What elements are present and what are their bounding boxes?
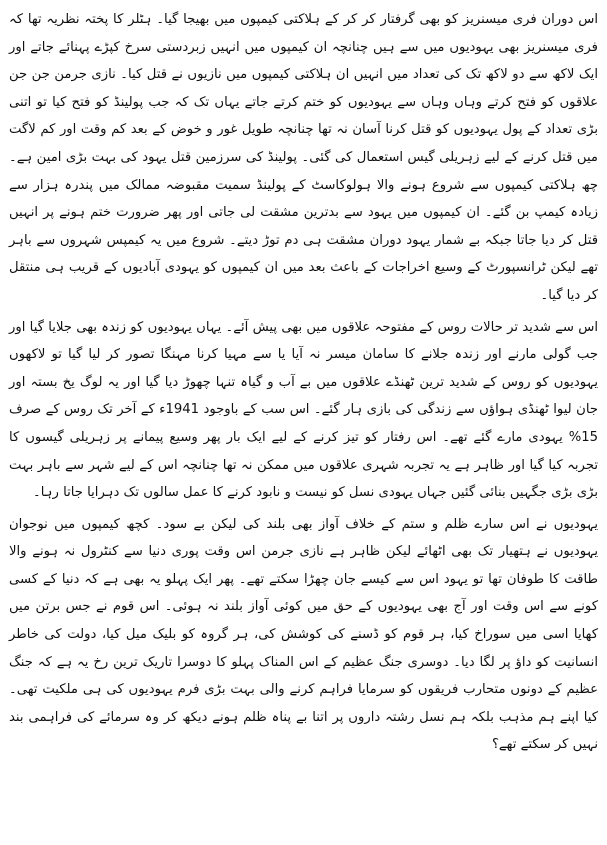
- paragraph-3: یہودیوں نے اس سارے ظلم و ستم کے خلاف آواز بھی بلند کی لیکن بے سود۔ کچھ کیمپوں میں نوجوان یہودیوں نے ہتھیار تک بھی اٹھائے لیکن ظاہر ہے نازی جرمن اس وقت پوری دنیا سے کنٹرول نہ ہونے والا طاقت کا طوفان تھا تو یہود اس سے کیسے جان چھڑا سکتے تھے۔ پھر ایک پہلو یہ بھی ہے کہ دنیا کے کسی کونے سے اس وقت اور آج بھی یہودیوں کے حق میں کوئی آواز بلند نہ ہوئی۔ اس قوم نے جس برتن میں کھایا اسی میں سوراخ کیا، ہر قوم کو ڈسنے کی کوشش کی، ہر گروہ کو بلیک میل کیا، دولت کی خاطر انسانیت کو داؤ پر لگا دیا۔ دوسری جنگ عظیم کے اس المناک پہلو کا دوسرا تاریک ترین رخ یہ ہے کہ جنگ عظیم کے دونوں متحارب فریقوں کو سرمایا فراہم کرنے والی بہت بڑی فرم یہودیوں کی ہی ملکیت تھی۔ کیا اپنے ہم مذہب بلکہ ہم نسل رشتہ داروں پر اتنا بے پناہ ظلم ہونے دیکھ کر وہ سرمائے کی فراہمی بند نہیں کر سکتے تھے؟: [9, 516, 598, 753]
- paragraph-1: اس دوران فری میسنریز کو بھی گرفتار کر کر کے ہلاکتی کیمپوں میں بھیجا گیا۔ ہٹلر کا پختہ نظریہ تھا کہ فری میسنریز بھی یہودیوں میں سے ہیں چنانچہ ان کیمپوں میں انہیں زبردستی سرخ کپڑے پہنائے جاتے اور ایک لاکھ سے دو لاکھ تک کی تعداد میں انہیں ان ہلاکتی کیمپوں میں نازیوں نے قتل کیا۔ نازی جرمن جن جن علاقوں کو فتح کرتے وہاں وہاں سے یہودیوں کو ختم کرتے جاتے یہاں تک کہ جب پولینڈ کو فتح کیا تو اتنی بڑی تعداد کے پول یہودیوں کو قتل کرنا آسان نہ تھا چنانچہ طویل غور و خوض کے بعد کم وقت اور کم لاگت میں قتل کرنے کے لیے زہریلی گیس استعمال کی گئی۔ پولینڈ کی سرزمین قتل یہود کی بہت بڑی امین ہے۔ چھ ہلاکتی کیمپوں سے شروع ہونے والا ہولوکاسٹ کے پولینڈ سمیت مقبوضہ ممالک میں پندرہ ہزار سے زیادہ کیمپ بن گئے۔ ان کیمپوں میں یہود سے بدترین مشقت لی جاتی اور پھر ضرورت ختم ہونے پر انہیں قتل کر دیا جاتا جبکہ بے شمار یہود دوران مشقت ہی دم توڑ دیتے۔ شروع میں یہ کیمپس شہروں سے باہر تھے لیکن ٹرانسپورٹ کے وسیع اخراجات کے باعث بعد میں ان کیمپوں کو یہودی آبادیوں کے قریب ہی منتقل کر دیا گیا۔: [9, 12, 598, 303]
- paragraph-2: اس سے شدید تر حالات روس کے مفتوحہ علاقوں میں بھی پیش آئے۔ یہاں یہودیوں کو زندہ بھی جلایا گیا اور جب گولی مارنے اور زندہ جلانے کا سامان میسر نہ آیا یا سے مہیا کرنا مہنگا تصور کر لیا گیا تو لاکھوں یہودیوں کو روس کے شدید ترین ٹھنڈے علاقوں میں بے آب و گیاہ تنہا چھوڑ دیا گیا اور یہ لوگ یخ بستہ اور جان لیوا ٹھنڈی ہواؤں سے زندگی کی بازی ہار گئے۔ اس سب کے باوجود 1941ء کے آخر تک روس کے صرف 15% یہودی مارے گئے تھے۔ اس رفتار کو تیز کرنے کے لیے ایک بار پھر وسیع پیمانے پر زہریلی گیسوں کا تجربہ کیا گیا اور ظاہر ہے یہ تجربہ شہری علاقوں میں ممکن نہ تھا چنانچہ اس کے لیے شہر سے باہر بہت بڑی بڑی جگہیں بنائی گئیں جہاں یہودی نسل کو نیست و نابود کرنے کا عمل سالوں تک دہرایا جاتا رہا۔: [9, 319, 598, 501]
